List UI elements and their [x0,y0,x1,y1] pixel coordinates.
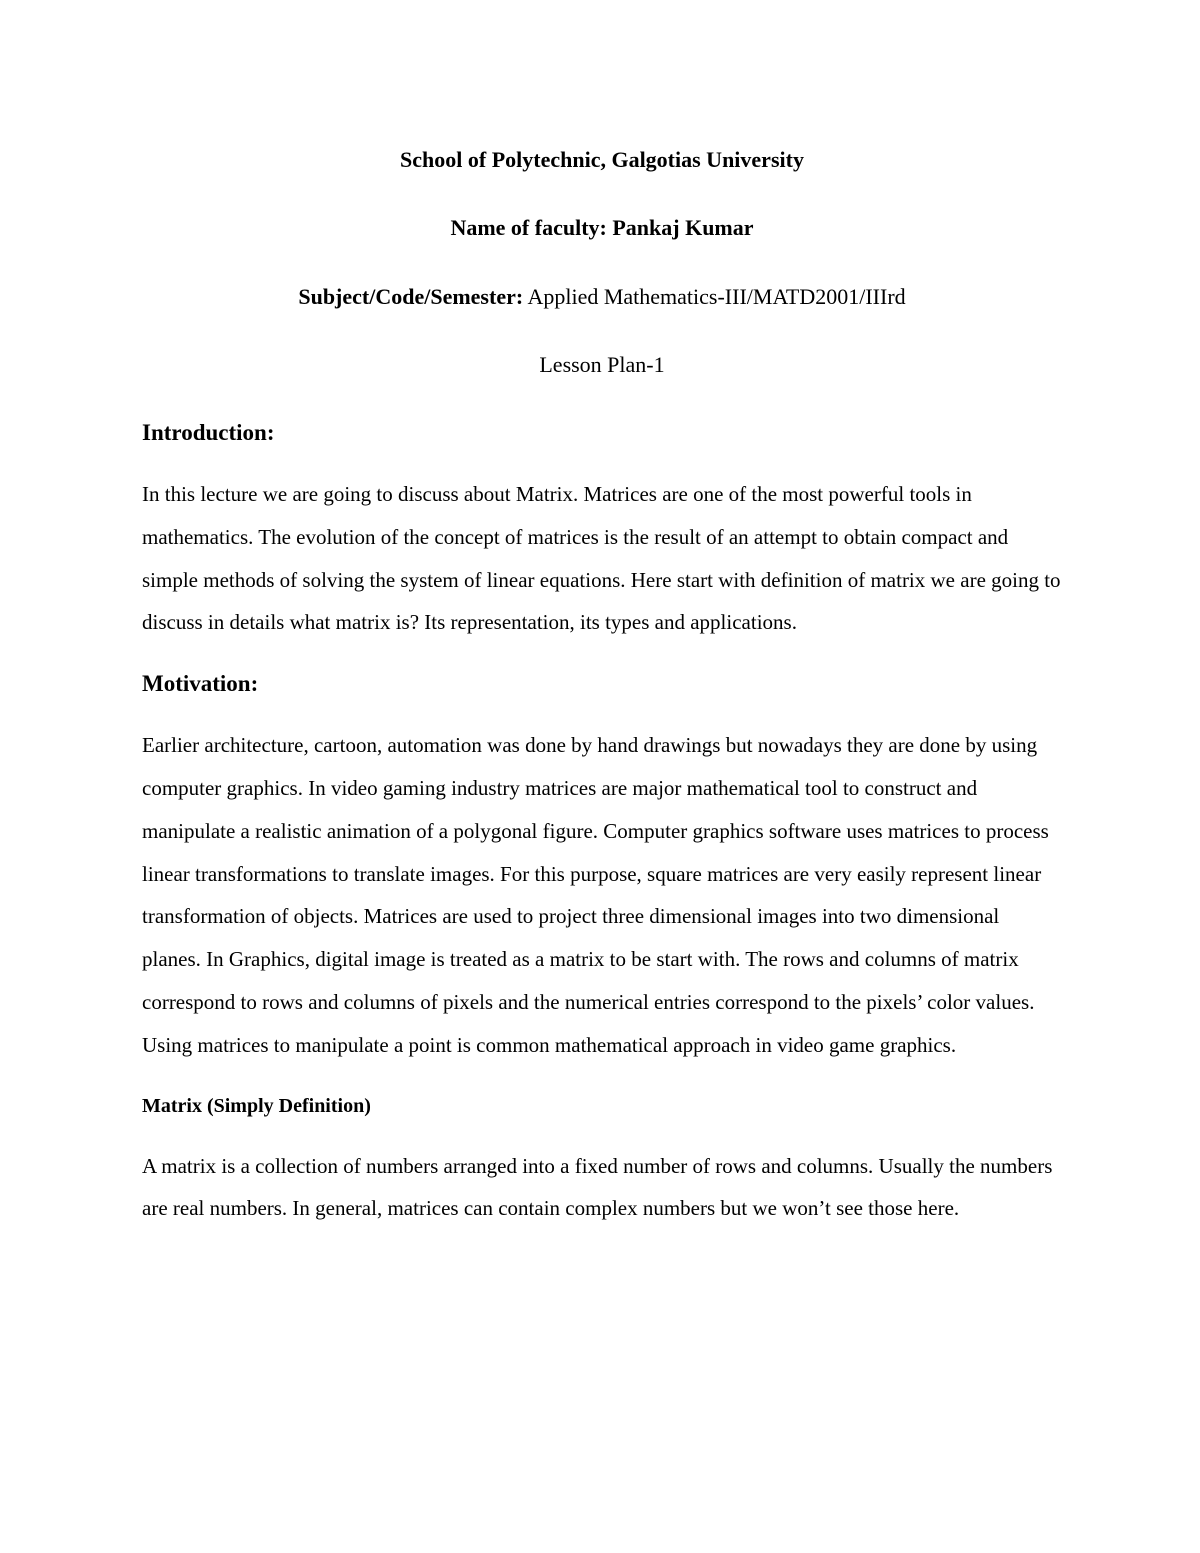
motivation-paragraph: Earlier architecture, cartoon, automation was done by hand drawings but nowadays they are done by using computer graphics. In video gaming industry matrices are major mathematical tool to construct and manipulate a realistic animation of a polygonal figure. Computer graphics software uses matrices to process linear transformations to translate images. For this purpose, square matrices are very easily represent linear transformation of objects. Matrices are used to project three dimensional images into two dimensional planes. In Graphics, digital image is treated as a matrix to be start with. The rows and columns of matrix correspond to rows and columns of pixels and the numerical entries correspond to the pixels’ color values. Using matrices to manipulate a point is common mathematical approach in video game graphics. [142,733,1049,1057]
matrix-definition-paragraph: A matrix is a collection of numbers arranged into a fixed number of rows and columns. Usually the numbers are real numbers. In general, matrices can contain complex numbers but we won’t see those here. [142,1153,1053,1221]
introduction-paragraph: In this lecture we are going to discuss about Matrix. Matrices are one of the most powerful tools in mathematics. The evolution of the concept of matrices is the result of an attempt to obtain compact and simple methods of solving the system of linear equations. Here start with definition of matrix we are going to discuss in details what matrix is? Its representation, its types and applications. [142,482,1061,635]
subject-line [142,277,1062,317]
motivation-heading: Motivation: [142,671,259,697]
introduction-heading: Introduction: [142,420,275,445]
subject-label: Subject/Code/Semester: [298,284,524,309]
institution-title: School of Polytechnic, Galgotias University [400,147,804,172]
subject-value: Applied Mathematics-III/MATD2001/IIIrd [523,284,906,309]
document-content [142,140,1062,1250]
matrix-definition-heading: Matrix (Simply Definition) [142,1094,371,1117]
lesson-plan-title: Lesson Plan-1 [539,352,665,377]
faculty-name: Name of faculty: Pankaj Kumar [450,215,754,240]
